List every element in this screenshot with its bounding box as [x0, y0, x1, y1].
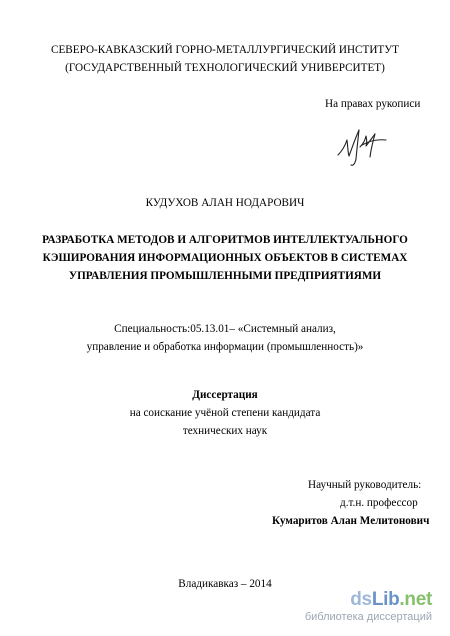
city-year: Владикавказ – 2014: [178, 578, 272, 590]
watermark-logo-ds: ds: [350, 589, 372, 610]
signature-image: [336, 121, 388, 167]
watermark-logo-lib: Lib: [371, 589, 400, 610]
title-line1: РАЗРАБОТКА МЕТОДОВ И АЛГОРИТМОВ ИНТЕЛЛЕКТУАЛЬНОГО: [42, 234, 408, 246]
supervisor-name: Кумаритов Алан Мелитонович: [272, 515, 430, 527]
watermark-subtitle: библиотека диссертаций: [304, 611, 432, 623]
dissertation-degree-line1: на соискание учёной степени кандидата: [129, 407, 321, 419]
rights-note: На правах рукописи: [325, 98, 421, 110]
specialty-line2: управление и обработка информации (промышленность)»: [86, 341, 364, 353]
watermark-logo-net: .net: [399, 589, 432, 610]
dissertation-heading: Диссертация: [192, 389, 258, 401]
author-name: КУДУХОВ АЛАН НОДАРОВИЧ: [145, 197, 305, 209]
institute-name-line1: СЕВЕРО-КАВКАЗСКИЙ ГОРНО-МЕТАЛЛУРГИЧЕСКИЙ ИНСТИТУТ: [51, 44, 399, 56]
title-line2: КЭШИРОВАНИЯ ИНФОРМАЦИОННЫХ ОБЪЕКТОВ В СИСТЕМАХ: [42, 252, 408, 264]
institute-name-line2: (ГОСУДАРСТВЕННЫЙ ТЕХНОЛОГИЧЕСКИЙ УНИВЕРСИТЕТ): [65, 62, 385, 74]
watermark-logo: [305, 590, 432, 610]
supervisor-label: Научный руководитель:: [308, 479, 422, 491]
specialty-line1: Специальность:05.13.01– «Системный анализ,: [114, 323, 336, 335]
supervisor-rank: д.т.н. профессор: [340, 497, 418, 509]
watermark: [305, 590, 432, 624]
title-line3: УПРАВЛЕНИЯ ПРОМЫШЛЕННЫМИ ПРЕДПРИЯТИЯМИ: [68, 270, 382, 282]
dissertation-degree-line2: технических наук: [182, 425, 268, 437]
